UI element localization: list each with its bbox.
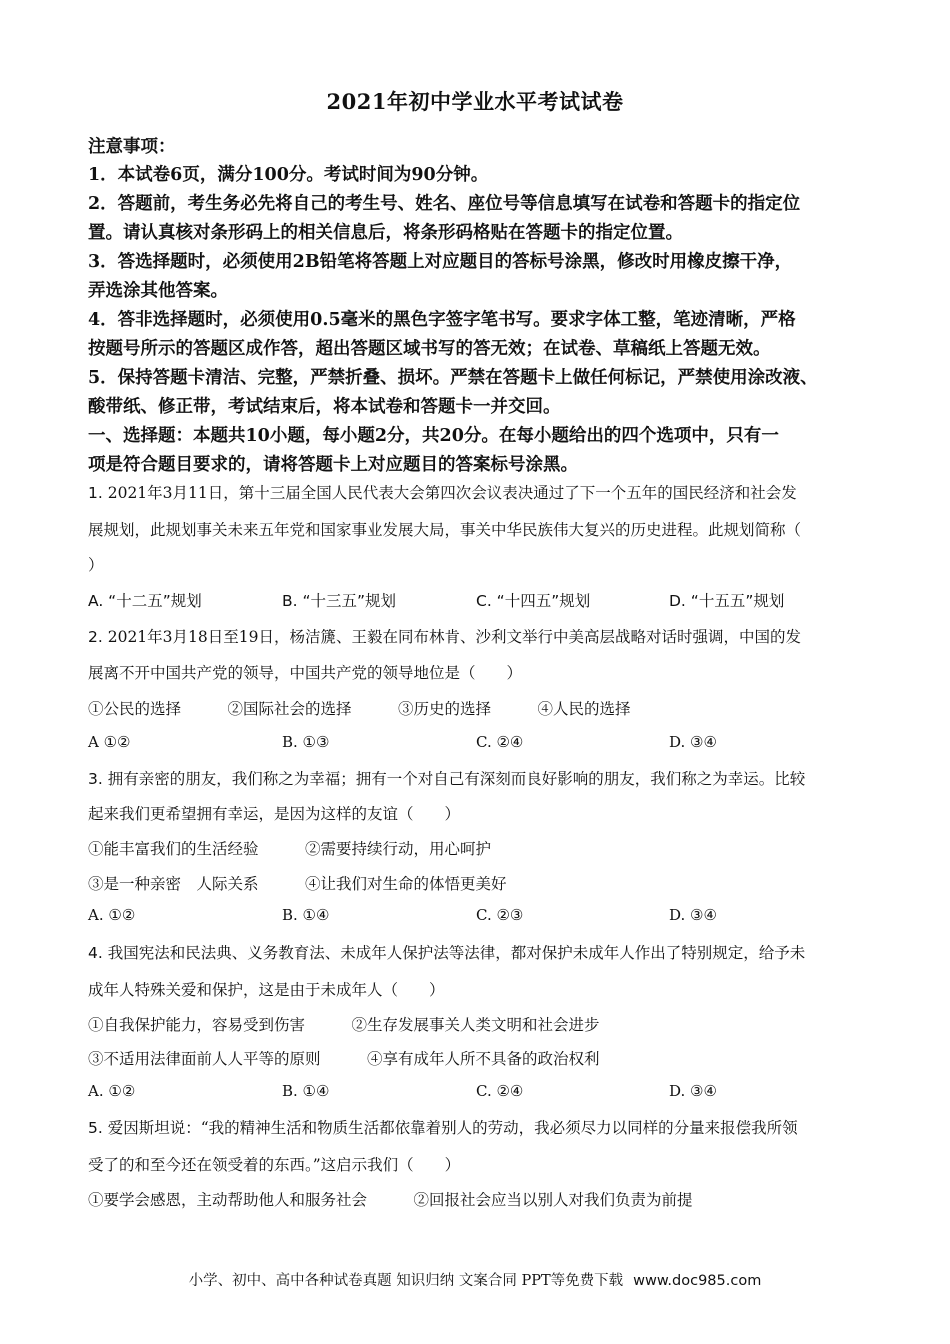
question-5-line <box>88 1116 798 1138</box>
question-3-line <box>88 767 805 789</box>
notice-line: 弄选涂其他答案。 <box>88 281 228 301</box>
notice-line: 2．答题前，考生务必先将自己的考生号、姓名、座位号等信息填写在试卷和答题卡的指定位 <box>88 194 801 214</box>
footer-url[interactable]: www.doc985.com <box>633 1273 762 1289</box>
statement-line: ①公民的选择 ②国际社会的选择 ③历史的选择 ④人民的选择 <box>88 700 631 718</box>
option-b: B. ①④ <box>282 1082 330 1100</box>
option-d: D. ③④ <box>669 733 717 751</box>
statement-line: ③不适用法律面前人人平等的原则 ④享有成年人所不具备的政治权利 <box>88 1050 600 1068</box>
option-d: D. ③④ <box>669 1082 717 1100</box>
notice-line: 置。请认真核对条形码上的相关信息后，将条形码格贴在答题卡的指定位置。 <box>88 223 683 243</box>
statement-line: ①自我保护能力，容易受到伤害 ②生存发展事关人类文明和社会进步 <box>88 1016 600 1034</box>
question-number: 3. <box>88 770 103 788</box>
option-a: A. ①② <box>88 1082 136 1100</box>
question-3-line: 起来我们更希望拥有幸运，是因为这样的友谊（ ） <box>88 805 461 823</box>
section-heading: 项是符合题目要求的，请将答题卡上对应题目的答案标号涂黑。 <box>88 455 578 475</box>
option-a: A ①② <box>88 733 131 751</box>
question-text: 2021年3月18日至19日，杨洁篪、王毅在同布林肯、沙利文举行中美高层战略对话时强调，中国的发 <box>102 628 801 646</box>
option-b: B. ①④ <box>282 906 330 924</box>
question-number: 5. <box>88 1119 103 1137</box>
question-text: 拥有亲密的朋友，我们称之为幸福；拥有一个对自己有深刻而良好影响的朋友，我们称之为幸运。比较 <box>102 770 806 788</box>
statement-line: ①要学会感恩，主动帮助他人和服务社会 ②回报社会应当以别人对我们负责为前提 <box>88 1191 693 1209</box>
question-text: 我国宪法和民法典、义务教育法、未成年人保护法等法律，都对保护未成年人作出了特别规定，给予未 <box>102 944 806 962</box>
notice-line: 酸带纸、修正带，考试结束后，将本试卷和答题卡一并交回。 <box>88 397 561 417</box>
question-1-line: 展规划，此规划事关未来五年党和国家事业发展大局，事关中华民族伟大复兴的历史进程。此规划简称（ <box>88 521 802 539</box>
statement-line: ③是一种亲密 人际关系 ④让我们对生命的体悟更美好 <box>88 875 507 893</box>
question-text: 爱因斯坦说：“我的精神生活和物质生活都依靠着别人的劳动，我必须尽力以同样的分量来报偿我所领 <box>102 1119 798 1137</box>
option-c: C. “十四五”规划 <box>476 592 591 610</box>
question-5-line: 受了的和至今还在领受着的东西。”这启示我们（ ） <box>88 1156 461 1174</box>
option-b: B. ①③ <box>282 733 330 751</box>
question-4-line <box>88 941 805 963</box>
page-title: 2021年初中学业水平考试试卷 <box>326 89 624 114</box>
page-footer <box>0 1269 950 1290</box>
question-4-line: 成年人特殊关爱和保护，这是由于未成年人（ ） <box>88 981 445 999</box>
option-a: A. ①② <box>88 906 136 924</box>
notice-line: 5．保持答题卡清洁、完整，严禁折叠、损坏。严禁在答题卡上做任何标记，严禁使用涂改液、 <box>88 368 818 388</box>
option-d: D. “十五五”规划 <box>669 592 785 610</box>
question-number: 1. <box>88 484 103 502</box>
question-number: 2. <box>88 628 103 646</box>
notice-heading: 注意事项： <box>88 137 176 157</box>
option-c: C. ②③ <box>476 906 524 924</box>
notice-line: 4．答非选择题时，必须使用0.5毫米的黑色字签字笔书写。要求字体工整，笔迹清晰，严格 <box>88 310 796 330</box>
question-1-line <box>88 481 797 503</box>
statement-line: ①能丰富我们的生活经验 ②需要持续行动，用心呵护 <box>88 840 492 858</box>
question-text: 2021年3月11日，第十三届全国人民代表大会第四次会议表决通过了下一个五年的国民经济和社会发 <box>102 484 797 502</box>
notice-line: 按题号所示的答题区成作答，超出答题区域书写的答无效；在试卷、草稿纸上答题无效。 <box>88 339 771 359</box>
section-heading: 一、选择题：本题共10小题，每小题2分，共20分。在每小题给出的四个选项中，只有一 <box>88 426 779 446</box>
notice-line: 3．答选择题时，必须使用2B铅笔将答题上对应题目的答标号涂黑，修改时用橡皮擦干净， <box>88 252 793 272</box>
notice-line: 1．本试卷6页，满分100分。考试时间为90分钟。 <box>88 165 489 185</box>
question-number: 4. <box>88 944 103 962</box>
option-c: C. ②④ <box>476 733 524 751</box>
option-d: D. ③④ <box>669 906 717 924</box>
question-2-line: 展离不开中国共产党的领导，中国共产党的领导地位是（ ） <box>88 664 523 682</box>
question-2-line <box>88 625 801 647</box>
footer-text: 小学、初中、高中各种试卷真题 知识归纳 文案合同 PPT等免费下载 <box>188 1273 624 1289</box>
option-a: A. “十二五”规划 <box>88 592 202 610</box>
question-1-line: ） <box>88 556 104 574</box>
option-c: C. ②④ <box>476 1082 524 1100</box>
option-b: B. “十三五”规划 <box>282 592 397 610</box>
